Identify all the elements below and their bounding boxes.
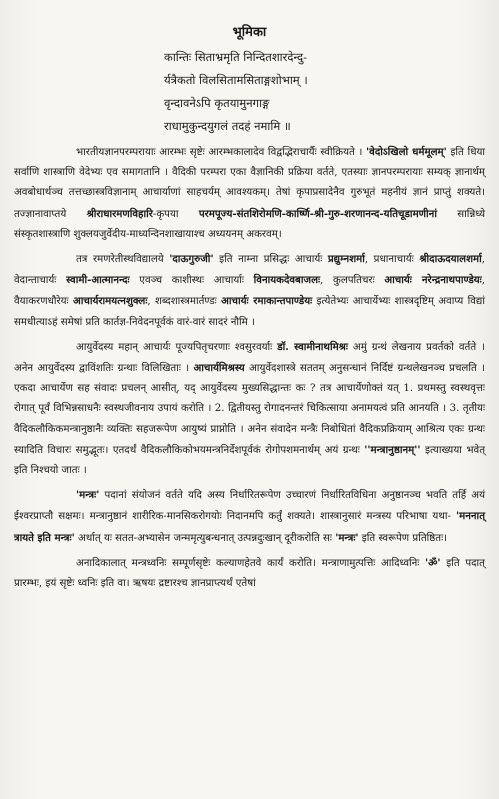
text-run: , वेदान्ताचार्यः bbox=[14, 254, 485, 287]
bold-phrase: 'दाऊगुरुजी' bbox=[169, 253, 214, 266]
text-run: इत्येतेभ्यः आचार्येभ्यः शास्त्रदृष्टिम् अवाप्य विद्यां समधीत्याऽहं समेषां प्रति कार्तज्ञ-निवेदनपूर्वकं वारं-वारं सादरं नौमि । bbox=[14, 296, 485, 328]
text-run: इति नाम्ना प्रसिद्धः आचार्यः bbox=[213, 254, 328, 266]
verse-line: र्यत्रैकतो विलसितामसिताङ्गशोभाम् । bbox=[164, 73, 308, 87]
text-run: इत्याख्यया भवेत् इति निश्चयो जातः । bbox=[14, 444, 485, 477]
bold-phrase: परमपूज्य-संतशिरोमणि-कार्ष्णि-श्री-गुरु-शरणानन्द-यतिचूडामणीनां bbox=[198, 207, 437, 220]
bold-phrase: 'मननात् त्रायते इति मन्त्रः' bbox=[14, 510, 485, 544]
verse-line: राधामुकुन्दयुगलं तदहं नमामि ॥ bbox=[164, 119, 291, 133]
text-run: तत्र रमणरेतीस्थविद्यालये bbox=[76, 254, 170, 266]
bold-phrase: 'ॐ' bbox=[425, 556, 441, 569]
paragraph bbox=[14, 485, 485, 549]
text-run: इति धिया सर्वाणि शास्त्राणि वेदेभ्यः एव समागतानि । वैदिकी परम्परा एका वैज्ञानिकी प्रक्रिया वर्तते, एतस्याः ज्ञानपरम्परायाः सम्यक् ज्ञानार्थम् अवबोधार्थञ्च तत्तच्छास्त्रविज्ञानाम् आचार्याणां साहचर्यम् आवश्यकम्। तेषां कृपाप्रसादेनैव गुरुभूतं महनीयं ज्ञानं प्राप्तुं शक्यते। तज्ज्ञानावाप्तये bbox=[14, 147, 485, 220]
verse-line: कान्तिः सिताभ्रमृति निन्दितशारदेन्दु- bbox=[164, 50, 308, 64]
invocation-verse bbox=[164, 46, 485, 138]
bold-phrase: आचार्यः नरेन्द्रनाथपाण्डेयः bbox=[384, 274, 482, 287]
text-run: , कुलपतिचरः bbox=[320, 275, 385, 287]
bold-phrase: 'मन्त्रः' bbox=[76, 489, 100, 502]
paragraph bbox=[14, 249, 485, 333]
bold-phrase: ''मन्त्रानुष्ठानम्'' bbox=[364, 443, 421, 456]
bold-phrase: श्रीराधारमणविहारि bbox=[86, 207, 153, 220]
paragraph bbox=[14, 142, 485, 245]
text-run: पदानां संयोजनं वर्तते यदि अस्य निर्धारितरूपेण उच्चारणं निर्धारितविधिना अनुष्ठानञ्च भवति तर्हि अयं ईश्वरप्राप्तौ सक्षमः। मन्त्रानुष्ठानं शारीरिक-मानसिकरोगयोः निदानमपि कर्तुं शक्यते। शास्त्रानुसारं मन्त्रस्य परिभाषा यथा- bbox=[14, 490, 485, 523]
bold-phrase: प्रद्युम्नशर्मा bbox=[327, 253, 365, 266]
text-run: आयुर्वेदस्य महान् आचार्यः पूज्यपितृचरणाः श्वसुरवर्याः bbox=[76, 341, 278, 353]
text-run: अर्थात् यः सतत-अभ्यासेन जन्ममृत्युबन्धनात् उत्पन्नदुःखान् दूरीकरोति सः bbox=[74, 532, 336, 544]
verse-line: वृन्दावनेऽपि कृतयामुनगाङ्ग bbox=[164, 96, 270, 110]
bold-phrase: श्रीदाऊदयालशर्मा bbox=[419, 253, 482, 266]
text-run: , वैयाकरणधौरेयः bbox=[14, 275, 485, 308]
bold-phrase: आचार्यः रमाकान्तपाण्डेयः bbox=[221, 295, 313, 308]
bold-phrase: विनायकदेवबाजलः bbox=[253, 274, 321, 287]
paragraph bbox=[14, 553, 485, 594]
bold-phrase: आचार्यमिश्रस्य bbox=[193, 362, 245, 375]
text-run: आयुर्वेदशास्त्रे सततम् अनुसन्धानं निर्दिष्टं ग्रन्थलेखनञ्च प्रचलति । एकदा आचार्येण सह संवादः प्रचलन् आसीत्, यद् आयुर्वेदस्य मुख्यसिद्धान्तः कः ? तत्र आचार्येणोक्तं यत् 1. प्रथमस्तु स्वस्थवृत्तः रोगात् पूर्वं विभिन्नसाधनैः स्वस्थजीवनाय उपायं करोति । 2. द्वितीयस्तु रोगादनन्तरं चिकित्साया अनामयत्वं प्रति आनयति । 3. तृतीयः वैदिकलौकिकमन्त्रानुष्ठानैः व्यक्तिः सहजरूपेण आयुष्यं प्राप्नोति । अनेन संवादेन मन्त्रैः निबोधितां वैदिकप्रक्रियाम् आश्रित्य एकः ग्रन्थः स्यादिति विचारः समुद्भूतः। एतदर्थं वैदिकलौकिकोभयमन्त्रनिर्देशपूर्वकं रोगोपशमनार्थम् अयं ग्रन्थः bbox=[14, 363, 485, 456]
page-heading: भूमिका bbox=[232, 25, 267, 40]
text-run: , शब्दशास्त्रमार्तण्डः bbox=[147, 296, 222, 308]
text-run: , प्रधानाचार्यः bbox=[364, 254, 420, 266]
bold-phrase: डॉ. स्वामीनाथमिश्रः bbox=[277, 340, 348, 353]
text-run: अमुं ग्रन्थं लेखनाय प्रवर्तको वर्तते । अनेन आयुर्वेदस्य द्वाविंशतिः ग्रन्थाः विलिखिताः । bbox=[14, 341, 485, 375]
text-run: सान्निध्ये संस्कृतशास्त्राणि शुक्लयजुर्वेदीय-माध्यन्दिनशाखायाश्च अध्ययनम् अकरवम्। bbox=[14, 208, 485, 240]
paragraph bbox=[14, 337, 485, 481]
bold-phrase: 'वेदोऽखिलो धर्ममूलम्' bbox=[366, 146, 447, 158]
text-run: इति पदात् प्रारम्भः, इयं सृष्टेः ध्वनिः इति वा। ऋषयः द्रष्टारश्च ज्ञानप्राप्त्यर्थं एतेषां bbox=[14, 557, 485, 590]
body-text bbox=[14, 142, 485, 594]
text-run: इति स्वरूपेण प्रतिष्ठितः। bbox=[358, 532, 447, 544]
text-run: एवञ्च काशीस्थः आचार्याः bbox=[129, 275, 254, 287]
bold-phrase: 'मन्त्रः' bbox=[335, 531, 359, 544]
text-run: भारतीयज्ञानपरम्परायाः आरम्भः सृष्टेः आरम्भकालादेव विद्वद्भिराचार्यैः स्वीक्रियते । bbox=[76, 147, 367, 158]
bold-phrase: स्वामी-आत्मानन्दः bbox=[66, 274, 130, 287]
bold-phrase: आचार्यरामयत्नशुक्लः bbox=[72, 295, 148, 308]
text-run: अनादिकालात् मन्त्रध्वनिः सम्पूर्णसृष्टेः कल्याणहेतवे कार्यं करोति। मन्त्राणामुत्पत्तिः आदिध्वनिः bbox=[76, 557, 426, 569]
text-run: -कृपया bbox=[152, 208, 199, 220]
